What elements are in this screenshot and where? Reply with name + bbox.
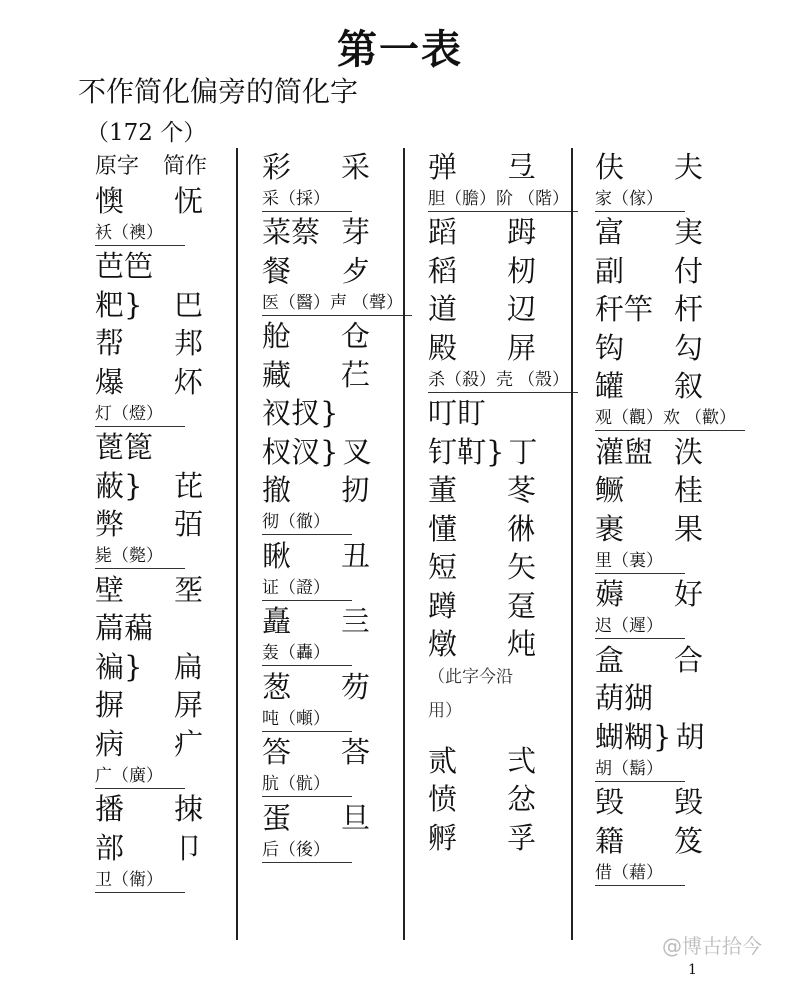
- simplified-character: 孚: [506, 820, 536, 855]
- original-character: 短: [428, 550, 458, 585]
- footnote: [262, 772, 412, 799]
- original-character: 伕: [595, 149, 625, 184]
- character-pair: [262, 214, 370, 253]
- note-line: 广（廣）: [95, 764, 185, 789]
- original-character: 蝴糊}: [595, 719, 672, 754]
- simplified-character: 怃: [173, 183, 203, 218]
- simplified-character: 趸: [506, 588, 536, 623]
- simplified-character: 桂: [673, 473, 703, 508]
- footnote: [428, 187, 578, 214]
- note-line: （聲）: [352, 291, 412, 316]
- character-pair: [95, 467, 203, 506]
- simplified-character: 毁: [673, 785, 703, 820]
- note-line: 借（藉）: [595, 861, 685, 886]
- original-character: 蓖篦: [95, 430, 154, 465]
- footnote: [595, 406, 745, 433]
- character-pair: [262, 395, 370, 434]
- original-character: 褊}: [95, 649, 143, 684]
- simplified-character: 芘: [173, 468, 203, 503]
- simplified-character: 丑: [340, 538, 370, 573]
- simplified-character: 付: [673, 253, 703, 288]
- page-title: 第一表: [337, 26, 463, 73]
- character-pair: [95, 791, 203, 830]
- original-character: 贰: [428, 743, 458, 778]
- character-pair: [595, 433, 703, 472]
- character-pair: [428, 252, 536, 291]
- simplified-character: 㢶: [173, 507, 203, 542]
- original-character: 衩扠}: [262, 396, 339, 431]
- footnote: [95, 544, 245, 571]
- character-pair: [595, 329, 703, 368]
- character-pair: [428, 291, 536, 330]
- character-pair: [595, 784, 703, 823]
- original-character: 瞅: [262, 538, 292, 573]
- note-line: （階）: [518, 187, 578, 212]
- character-pair: [262, 356, 370, 395]
- original-character: 萹藊: [95, 611, 154, 646]
- character-pair: [262, 734, 370, 773]
- note-line: （此字今沿: [428, 667, 513, 687]
- original-character: 殿: [428, 330, 458, 365]
- simplified-character: 胡: [675, 719, 705, 754]
- original-character: 摒: [95, 688, 125, 723]
- simplified-character: 芽: [340, 215, 370, 250]
- note-line: 医（醫）声: [262, 291, 352, 316]
- note-line: 毙（斃）: [95, 544, 185, 569]
- original-character: 藏: [262, 357, 292, 392]
- original-character: 灌盥: [595, 434, 654, 469]
- original-character: 籍: [595, 823, 625, 858]
- simplified-character: 采: [340, 149, 370, 184]
- character-pair: [428, 329, 536, 368]
- character-pair: [95, 725, 203, 764]
- original-character: 粑}: [95, 287, 143, 322]
- original-character: 弊: [95, 507, 125, 542]
- simplified-character: 矢: [506, 550, 536, 585]
- footnote: [95, 402, 245, 429]
- footnote: [95, 764, 245, 791]
- footnote: [95, 868, 245, 895]
- original-character: 葫猢: [595, 681, 654, 716]
- simplified-character: 疒: [173, 726, 203, 761]
- original-character: 壁: [95, 572, 125, 607]
- character-pair: [95, 248, 203, 287]
- original-character: 矗: [262, 604, 292, 639]
- character-pair: [95, 610, 203, 649]
- simplified-character: 果: [673, 511, 703, 546]
- character-pair: [428, 587, 536, 626]
- character-pair: [428, 742, 536, 781]
- character-pair: [262, 537, 370, 576]
- simplified-character: 合: [673, 642, 703, 677]
- note-line: （歡）: [685, 406, 745, 431]
- column-divider: [571, 148, 573, 940]
- original-character: 愤: [428, 782, 458, 817]
- note-line: 吨（噸）: [262, 707, 352, 732]
- character-count: （172 个）: [86, 120, 207, 146]
- footnote: [262, 291, 412, 318]
- simplified-character: 好: [673, 577, 703, 612]
- character-pair: [428, 395, 536, 434]
- original-character: 燉: [428, 627, 458, 662]
- simplified-character: 泆: [673, 434, 703, 469]
- character-pair: [428, 819, 536, 858]
- header-original: 原字: [95, 153, 140, 179]
- footnote: [262, 510, 412, 537]
- simplified-character: 仓: [340, 319, 370, 354]
- simplified-character: 叙: [673, 369, 703, 404]
- column-4: [595, 148, 745, 888]
- original-character: 答: [262, 735, 292, 770]
- simplified-character: 扨: [340, 473, 370, 508]
- original-character: 帮: [95, 326, 125, 361]
- original-character: 杈汊}: [262, 434, 339, 469]
- simplified-character: 屏: [173, 688, 203, 723]
- character-pair: [95, 687, 203, 726]
- note-line: 证（證）: [262, 576, 352, 601]
- original-character: 道: [428, 292, 458, 327]
- note-line: 迟（遲）: [595, 614, 685, 639]
- column-2: [262, 148, 412, 865]
- watermark: @博古拾今: [662, 934, 762, 958]
- simplified-character: 𧿹: [506, 215, 536, 250]
- original-character: 秆竿: [595, 292, 654, 327]
- character-pair: [95, 506, 203, 545]
- original-character: 裹: [595, 511, 625, 546]
- note-line: 胡（鬍）: [595, 757, 685, 782]
- simplified-character: 忿: [506, 782, 536, 817]
- note-line: 里（裏）: [595, 549, 685, 574]
- character-pair: [595, 148, 703, 187]
- original-character: 董: [428, 473, 458, 508]
- original-character: 蔽}: [95, 468, 143, 503]
- character-pair: [428, 549, 536, 588]
- character-pair: [428, 148, 536, 187]
- original-character: 病: [95, 726, 125, 761]
- simplified-character: 芢: [340, 357, 370, 392]
- footnote: [595, 187, 745, 214]
- simplified-character: 辺: [506, 292, 536, 327]
- simplified-character: 弍: [506, 743, 536, 778]
- character-pair: [262, 472, 370, 511]
- simplified-character: 歺: [340, 253, 370, 288]
- footnote: [595, 549, 745, 576]
- original-character: 毁: [595, 785, 625, 820]
- character-pair: [595, 291, 703, 330]
- character-pair: [262, 318, 370, 357]
- character-pair: [595, 576, 703, 615]
- simplified-character: 炖: [506, 627, 536, 662]
- character-pair: [262, 148, 370, 187]
- character-pair: [595, 680, 703, 719]
- original-character: 舱: [262, 319, 292, 354]
- original-character: 部: [95, 830, 125, 865]
- footnote: [595, 861, 745, 888]
- column-1: [95, 146, 245, 895]
- note-line: 采（採）: [262, 187, 352, 212]
- note-line: 彻（徹）: [262, 510, 352, 535]
- character-pair: [595, 718, 703, 757]
- character-pair: [95, 829, 203, 868]
- original-character: 播: [95, 792, 125, 827]
- column-divider: [403, 148, 405, 940]
- simplified-character: 屏: [506, 330, 536, 365]
- footnote: [595, 757, 745, 784]
- footnote: [262, 838, 412, 865]
- note-line: （殼）: [518, 368, 578, 393]
- footnote: [595, 614, 745, 641]
- footnote: [262, 576, 412, 603]
- character-pair: [428, 433, 536, 472]
- original-character: 撤: [262, 473, 292, 508]
- page-number: 1: [688, 962, 697, 978]
- character-pair: [95, 182, 203, 221]
- column-divider: [236, 148, 238, 940]
- original-character: 弹: [428, 149, 458, 184]
- original-character: 菜蔡: [262, 215, 321, 250]
- original-character: 葱: [262, 669, 292, 704]
- column-header: [95, 146, 207, 182]
- original-character: 孵: [428, 820, 458, 855]
- character-pair: [95, 648, 203, 687]
- character-pair: [595, 252, 703, 291]
- simplified-character: 扁: [173, 649, 203, 684]
- simplified-character: 炋: [173, 364, 203, 399]
- original-character: 副: [595, 253, 625, 288]
- character-pair: [262, 433, 370, 472]
- note-line: 灯（燈）: [95, 402, 185, 427]
- footnote: [95, 221, 245, 248]
- simplified-character: 笈: [673, 823, 703, 858]
- original-character: 蛋: [262, 800, 292, 835]
- character-pair: [262, 799, 370, 838]
- original-character: 懂: [428, 511, 458, 546]
- character-pair: [595, 822, 703, 861]
- character-pair: [95, 571, 203, 610]
- simplified-character: 巴: [173, 287, 203, 322]
- character-pair: [262, 252, 370, 291]
- simplified-character: 杒: [506, 253, 536, 288]
- character-pair: [95, 286, 203, 325]
- simplified-character: 卩: [173, 830, 203, 865]
- footnote: [428, 368, 578, 395]
- note-line: 轰（轟）: [262, 641, 352, 666]
- header-simplified: 简作: [162, 153, 207, 179]
- original-character: 富: [595, 215, 625, 250]
- original-character: 钩: [595, 330, 625, 365]
- simplified-character: 勾: [673, 330, 703, 365]
- note-line: 观（觀）欢: [595, 406, 685, 431]
- simplified-character: 亖: [340, 604, 370, 639]
- footnote: [262, 707, 412, 734]
- simplified-character: 拺: [173, 792, 203, 827]
- original-character: 爆: [95, 364, 125, 399]
- note-line: 袄（襖）: [95, 221, 185, 246]
- character-pair: [428, 214, 536, 253]
- character-pair: [428, 472, 536, 511]
- simplified-character: 㣩: [506, 511, 536, 546]
- original-character: 钉靪}: [428, 434, 505, 469]
- simplified-character: 㘸: [173, 572, 203, 607]
- note-line: 肮（骯）: [262, 772, 352, 797]
- original-character: 餐: [262, 253, 292, 288]
- original-character: 懊: [95, 183, 125, 218]
- original-character: 蹈: [428, 215, 458, 250]
- note-line: 胆（膽）阶: [428, 187, 518, 212]
- character-pair: [595, 214, 703, 253]
- note-line: 家（傢）: [595, 187, 685, 212]
- note-line: 杀（殺）壳: [428, 368, 518, 393]
- character-pair: [428, 626, 536, 665]
- character-pair: [595, 510, 703, 549]
- simplified-character: 実: [673, 215, 703, 250]
- simplified-character: 芴: [340, 669, 370, 704]
- simplified-character: 弖: [506, 149, 536, 184]
- simplified-character: 荅: [340, 735, 370, 770]
- footnote: [262, 187, 412, 214]
- character-pair: [595, 641, 703, 680]
- original-character: 盒: [595, 642, 625, 677]
- section-subtitle: 不作简化偏旁的简化字: [78, 75, 359, 108]
- original-character: 薅: [595, 577, 625, 612]
- character-pair: [95, 325, 203, 364]
- simplified-character: 杆: [673, 292, 703, 327]
- character-pair: [95, 429, 203, 468]
- remark: [428, 664, 578, 742]
- simplified-character: 丁: [508, 434, 538, 469]
- character-pair: [595, 472, 703, 511]
- note-line: 卫（衛）: [95, 868, 185, 893]
- original-character: 稻: [428, 253, 458, 288]
- original-character: 鳜: [595, 473, 625, 508]
- simplified-character: 苳: [506, 473, 536, 508]
- character-pair: [428, 781, 536, 820]
- column-3: [428, 148, 578, 858]
- original-character: 芭笆: [95, 249, 154, 284]
- original-character: 罐: [595, 369, 625, 404]
- footnote: [262, 641, 412, 668]
- character-pair: [262, 668, 370, 707]
- simplified-character: 叉: [342, 434, 372, 469]
- simplified-character: 邦: [173, 326, 203, 361]
- character-pair: [428, 510, 536, 549]
- original-character: 叮盯: [428, 396, 487, 431]
- original-character: 蹲: [428, 588, 458, 623]
- character-pair: [95, 363, 203, 402]
- note-line: 后（後）: [262, 838, 352, 863]
- character-pair: [595, 368, 703, 407]
- simplified-character: 旦: [340, 800, 370, 835]
- simplified-character: 夫: [673, 149, 703, 184]
- note-line: 用）: [428, 701, 462, 721]
- character-pair: [262, 603, 370, 642]
- original-character: 彩: [262, 149, 292, 184]
